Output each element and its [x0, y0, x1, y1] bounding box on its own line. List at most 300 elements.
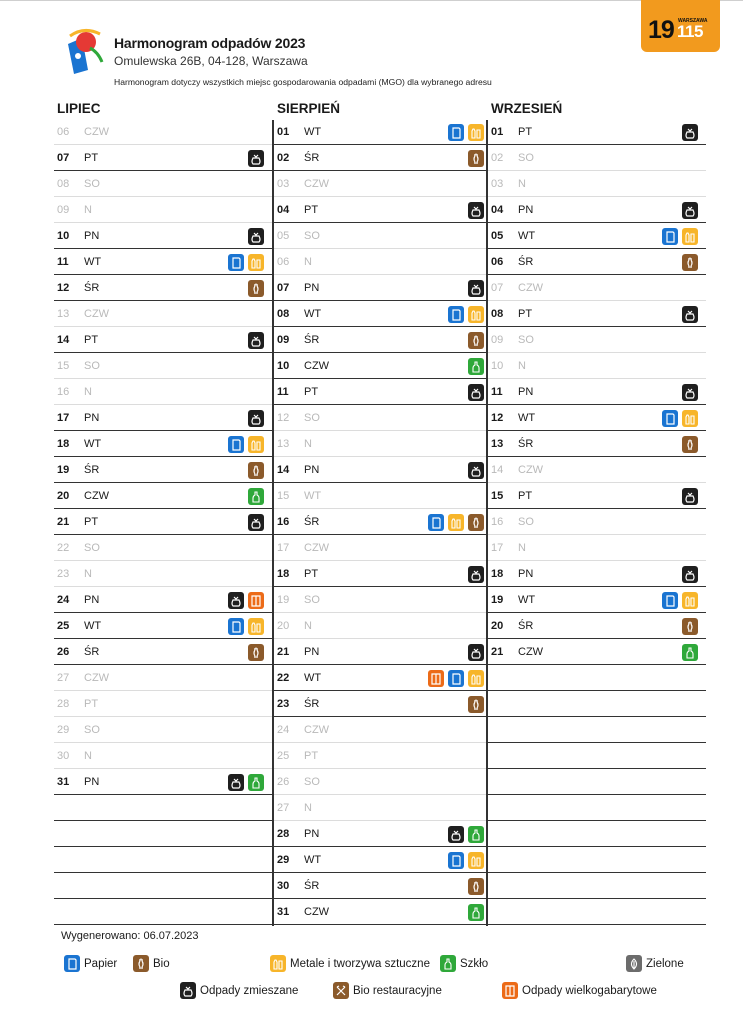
fork-knife-icon: [333, 982, 349, 999]
trash-bag-icon: [228, 774, 244, 791]
waste-icons: [468, 566, 484, 583]
day-number: 23: [277, 698, 290, 710]
day-number: 15: [491, 490, 504, 502]
weekday: ŚR: [84, 282, 100, 294]
weekday: SO: [304, 412, 320, 424]
trash-bag-icon: [248, 150, 264, 167]
day-list: [274, 119, 492, 925]
day-number: 29: [277, 854, 290, 866]
day-row: [488, 717, 706, 743]
day-number: 15: [277, 490, 290, 502]
waste-icons: [682, 202, 698, 219]
day-number: 06: [491, 256, 504, 268]
weekday: N: [304, 802, 312, 814]
day-number: 18: [57, 438, 70, 450]
address: Omulewska 26B, 04-128, Warszawa: [114, 54, 308, 68]
day-row: [274, 873, 492, 899]
day-row: [274, 353, 492, 379]
weekday: WT: [84, 620, 102, 632]
day-row: [54, 873, 272, 899]
day-number: 13: [491, 438, 504, 450]
weekday: WT: [304, 672, 322, 684]
trash-bag-icon: [682, 202, 698, 219]
weekday: ŚR: [84, 646, 100, 658]
bottle-can-icon: [682, 592, 698, 609]
paper-sheet-icon: [662, 410, 678, 427]
weekday: PT: [304, 204, 319, 216]
waste-icons: [228, 618, 264, 635]
day-number: 17: [57, 412, 70, 424]
day-row: [274, 119, 492, 145]
wardrobe-icon: [502, 982, 518, 999]
day-row: [54, 899, 272, 925]
paper-sheet-icon: [448, 852, 464, 869]
day-row: [54, 223, 272, 249]
waste-icons: [228, 592, 264, 609]
paper-sheet-icon: [448, 124, 464, 141]
waste-icons: [448, 852, 484, 869]
trash-bag-icon: [468, 566, 484, 583]
day-row: [274, 847, 492, 873]
month-sierpien: [274, 98, 492, 925]
legend-bio-restauracyjne: [333, 982, 442, 999]
day-number: 11: [57, 256, 69, 268]
weekday: N: [84, 568, 92, 580]
day-row: [488, 223, 706, 249]
day-row: [274, 431, 492, 457]
day-row: [488, 457, 706, 483]
waste-icons: [428, 514, 484, 531]
day-number: 23: [57, 568, 70, 580]
day-row: [488, 847, 706, 873]
month-title: LIPIEC: [57, 101, 101, 116]
day-number: 18: [277, 568, 290, 580]
weekday: PT: [518, 490, 533, 502]
weekday: N: [518, 360, 526, 372]
day-row: [274, 275, 492, 301]
day-row: [488, 769, 706, 795]
day-row: [274, 379, 492, 405]
weekday: CZW: [84, 672, 110, 684]
bottle-can-icon: [468, 852, 484, 869]
weekday: CZW: [518, 464, 544, 476]
day-row: [274, 405, 492, 431]
legend-szklo: [440, 955, 488, 972]
weekday: N: [518, 178, 526, 190]
bottle-can-icon: [468, 670, 484, 687]
day-row: [488, 873, 706, 899]
weekday: CZW: [84, 308, 110, 320]
day-number: 31: [277, 906, 290, 918]
weekday: PN: [84, 412, 100, 424]
day-number: 19: [57, 464, 70, 476]
day-row: [488, 587, 706, 613]
day-number: 21: [491, 646, 504, 658]
paper-sheet-icon: [64, 955, 80, 972]
month-title: SIERPIEŃ: [277, 101, 341, 116]
waste-icons: [468, 462, 484, 479]
weekday: SO: [304, 594, 320, 606]
apple-core-icon: [248, 280, 264, 297]
day-number: 17: [491, 542, 504, 554]
weekday: PT: [84, 516, 99, 528]
apple-core-icon: [133, 955, 149, 972]
weekday: PN: [84, 230, 100, 242]
waste-icons: [248, 150, 264, 167]
weekday: PT: [304, 386, 319, 398]
trash-bag-icon: [248, 410, 264, 427]
day-number: 22: [57, 542, 70, 554]
day-number: 01: [491, 126, 504, 138]
day-row: [274, 301, 492, 327]
day-row: [488, 535, 706, 561]
bottle-can-icon: [682, 228, 698, 245]
waste-icons: [248, 514, 264, 531]
waste-icons: [682, 306, 698, 323]
apple-core-icon: [468, 696, 484, 713]
waste-icons: [662, 410, 698, 427]
weekday: PT: [304, 568, 319, 580]
brand-115: 115: [677, 22, 703, 41]
day-row: [54, 691, 272, 717]
day-row: [54, 301, 272, 327]
day-number: 28: [57, 698, 70, 710]
day-row: [488, 561, 706, 587]
waste-icons: [448, 124, 484, 141]
day-number: 10: [57, 230, 70, 242]
day-number: 28: [277, 828, 290, 840]
bottle-can-icon: [270, 955, 286, 972]
weekday: CZW: [518, 282, 544, 294]
weekday: PN: [84, 776, 100, 788]
apple-core-icon: [248, 644, 264, 661]
day-row: [54, 249, 272, 275]
weekday: WT: [304, 854, 322, 866]
weekday: CZW: [304, 360, 330, 372]
weekday: PT: [304, 750, 319, 762]
day-number: 02: [277, 152, 290, 164]
day-number: 19: [277, 594, 290, 606]
trash-bag-icon: [248, 514, 264, 531]
day-row: [54, 665, 272, 691]
glass-bottle-icon: [468, 358, 484, 375]
legend-label: Szkło: [460, 957, 489, 970]
day-row: [54, 457, 272, 483]
day-number: 02: [491, 152, 504, 164]
day-number: 06: [277, 256, 290, 268]
day-row: [54, 145, 272, 171]
legend-bio: [133, 955, 170, 972]
day-row: [274, 249, 492, 275]
day-row: [488, 509, 706, 535]
day-row: [274, 223, 492, 249]
legend-label: Bio: [153, 957, 170, 970]
day-row: [54, 171, 272, 197]
generated-date: Wygenerowano: 06.07.2023: [61, 930, 199, 942]
weekday: CZW: [518, 646, 544, 658]
day-number: 08: [491, 308, 504, 320]
day-row: [488, 353, 706, 379]
day-number: 06: [57, 126, 70, 138]
day-row: [274, 691, 492, 717]
bottle-can-icon: [468, 306, 484, 323]
glass-bottle-icon: [682, 644, 698, 661]
day-row: [488, 483, 706, 509]
day-row: [274, 639, 492, 665]
weekday: WT: [518, 594, 536, 606]
apple-core-icon: [468, 514, 484, 531]
day-row: [54, 275, 272, 301]
weekday: CZW: [304, 178, 330, 190]
trash-bag-icon: [682, 306, 698, 323]
day-row: [54, 561, 272, 587]
waste-icons: [682, 488, 698, 505]
segregation-logo: [64, 26, 106, 78]
day-number: 07: [277, 282, 290, 294]
legend-label: Metale i tworzywa sztuczne: [290, 957, 430, 970]
apple-core-icon: [468, 332, 484, 349]
trash-bag-icon: [180, 982, 196, 999]
day-row: [54, 119, 272, 145]
day-row: [274, 171, 492, 197]
weekday: SO: [84, 542, 100, 554]
weekday: PT: [518, 126, 533, 138]
day-number: 27: [57, 672, 70, 684]
day-number: 12: [57, 282, 70, 294]
weekday: WT: [304, 126, 322, 138]
weekday: WT: [304, 308, 322, 320]
waste-icons: [248, 228, 264, 245]
day-row: [488, 275, 706, 301]
waste-icons: [682, 384, 698, 401]
weekday: CZW: [304, 906, 330, 918]
weekday: PN: [518, 204, 534, 216]
glass-bottle-icon: [248, 488, 264, 505]
day-number: 01: [277, 126, 290, 138]
waste-icons: [468, 280, 484, 297]
day-row: [488, 613, 706, 639]
day-number: 16: [57, 386, 70, 398]
day-number: 30: [57, 750, 70, 762]
day-number: 12: [277, 412, 290, 424]
day-row: [54, 847, 272, 873]
day-row: [488, 327, 706, 353]
waste-icons: [682, 124, 698, 141]
waste-icons: [228, 254, 264, 271]
waste-icons: [248, 280, 264, 297]
trash-bag-icon: [468, 644, 484, 661]
day-row: [54, 639, 272, 665]
day-row: [274, 327, 492, 353]
day-number: 07: [57, 152, 70, 164]
waste-icons: [428, 670, 484, 687]
day-row: [274, 587, 492, 613]
day-row: [488, 301, 706, 327]
legend-label: Bio restauracyjne: [353, 984, 442, 997]
paper-sheet-icon: [662, 592, 678, 609]
weekday: ŚR: [304, 334, 320, 346]
day-row: [54, 405, 272, 431]
trash-bag-icon: [468, 280, 484, 297]
glass-bottle-icon: [440, 955, 456, 972]
waste-icons: [682, 566, 698, 583]
wardrobe-icon: [248, 592, 264, 609]
day-number: 09: [57, 204, 70, 216]
weekday: SO: [304, 230, 320, 242]
weekday: N: [84, 750, 92, 762]
weekday: SO: [518, 334, 534, 346]
day-number: 25: [57, 620, 70, 632]
day-number: 27: [277, 802, 290, 814]
weekday: SO: [84, 178, 100, 190]
glass-bottle-icon: [468, 826, 484, 843]
weekday: SO: [518, 152, 534, 164]
day-row: [488, 795, 706, 821]
apple-core-icon: [682, 618, 698, 635]
leaf-icon: [626, 955, 642, 972]
wardrobe-icon: [428, 670, 444, 687]
trash-bag-icon: [468, 462, 484, 479]
weekday: PN: [84, 594, 100, 606]
glass-bottle-icon: [468, 904, 484, 921]
apple-core-icon: [468, 150, 484, 167]
waste-icons: [682, 618, 698, 635]
apple-core-icon: [682, 254, 698, 271]
weekday: PT: [518, 308, 533, 320]
day-number: 20: [57, 490, 70, 502]
weekday: WT: [304, 490, 322, 502]
paper-sheet-icon: [448, 670, 464, 687]
day-list: [488, 119, 706, 925]
day-number: 19: [491, 594, 504, 606]
day-row: [274, 457, 492, 483]
trash-bag-icon: [682, 124, 698, 141]
weekday: ŚR: [304, 880, 320, 892]
day-number: 05: [491, 230, 504, 242]
weekday: PN: [304, 464, 320, 476]
trash-bag-icon: [682, 384, 698, 401]
day-number: 14: [491, 464, 504, 476]
day-number: 24: [57, 594, 70, 606]
glass-bottle-icon: [248, 774, 264, 791]
day-number: 22: [277, 672, 290, 684]
waste-icons: [448, 826, 484, 843]
waste-icons: [448, 306, 484, 323]
day-row: [54, 821, 272, 847]
day-row: [54, 197, 272, 223]
day-number: 03: [491, 178, 504, 190]
day-row: [274, 717, 492, 743]
weekday: PN: [518, 568, 534, 580]
day-row: [54, 587, 272, 613]
legend-label: Papier: [84, 957, 118, 970]
day-number: 10: [491, 360, 504, 372]
paper-sheet-icon: [228, 618, 244, 635]
apple-core-icon: [682, 436, 698, 453]
day-row: [488, 821, 706, 847]
bottle-can-icon: [468, 124, 484, 141]
day-row: [488, 639, 706, 665]
waste-icons: [468, 696, 484, 713]
paper-sheet-icon: [662, 228, 678, 245]
weekday: PN: [304, 828, 320, 840]
weekday: N: [84, 204, 92, 216]
trash-bag-icon: [448, 826, 464, 843]
waste-icons: [228, 436, 264, 453]
waste-icons: [468, 904, 484, 921]
day-row: [488, 743, 706, 769]
waste-icons: [468, 202, 484, 219]
weekday: ŚR: [518, 438, 534, 450]
day-number: 30: [277, 880, 290, 892]
bottle-can-icon: [248, 254, 264, 271]
day-number: 10: [277, 360, 290, 372]
waste-icons: [248, 488, 264, 505]
weekday: CZW: [304, 724, 330, 736]
weekday: N: [304, 438, 312, 450]
month-wrzesien: [488, 98, 706, 925]
day-number: 12: [491, 412, 504, 424]
waste-icons: [662, 592, 698, 609]
day-row: [274, 665, 492, 691]
weekday: WT: [518, 230, 536, 242]
weekday: PN: [304, 282, 320, 294]
day-number: 11: [491, 386, 503, 398]
day-row: [54, 795, 272, 821]
waste-icons: [468, 150, 484, 167]
weekday: ŚR: [304, 698, 320, 710]
day-row: [488, 119, 706, 145]
day-number: 20: [491, 620, 504, 632]
legend-wielkogabarytowe: [502, 982, 657, 999]
day-row: [274, 561, 492, 587]
waste-icons: [468, 878, 484, 895]
day-number: 03: [277, 178, 290, 190]
waste-icons: [682, 436, 698, 453]
day-row: [488, 171, 706, 197]
weekday: ŚR: [84, 464, 100, 476]
day-row: [54, 613, 272, 639]
apple-core-icon: [468, 878, 484, 895]
day-number: 21: [277, 646, 290, 658]
day-row: [274, 613, 492, 639]
weekday: SO: [518, 516, 534, 528]
day-number: 26: [57, 646, 70, 658]
trash-bag-icon: [248, 332, 264, 349]
weekday: PN: [518, 386, 534, 398]
day-row: [274, 743, 492, 769]
day-list: [54, 119, 272, 925]
day-number: 26: [277, 776, 290, 788]
day-row: [54, 353, 272, 379]
day-number: 07: [491, 282, 504, 294]
subtitle: Harmonogram dotyczy wszystkich miejsc gospodarowania odpadami (MGO) dla wybranego adresu: [114, 77, 492, 87]
day-number: 16: [491, 516, 504, 528]
weekday: CZW: [304, 542, 330, 554]
waste-icons: [248, 410, 264, 427]
weekday: ŚR: [304, 152, 320, 164]
day-number: 14: [57, 334, 70, 346]
waste-icons: [248, 462, 264, 479]
month-lipiec: [54, 98, 272, 925]
day-number: 04: [277, 204, 290, 216]
day-row: [54, 717, 272, 743]
day-row: [488, 665, 706, 691]
day-row: [54, 769, 272, 795]
day-row: [274, 899, 492, 925]
day-row: [274, 197, 492, 223]
month-title: WRZESIEŃ: [491, 101, 563, 116]
